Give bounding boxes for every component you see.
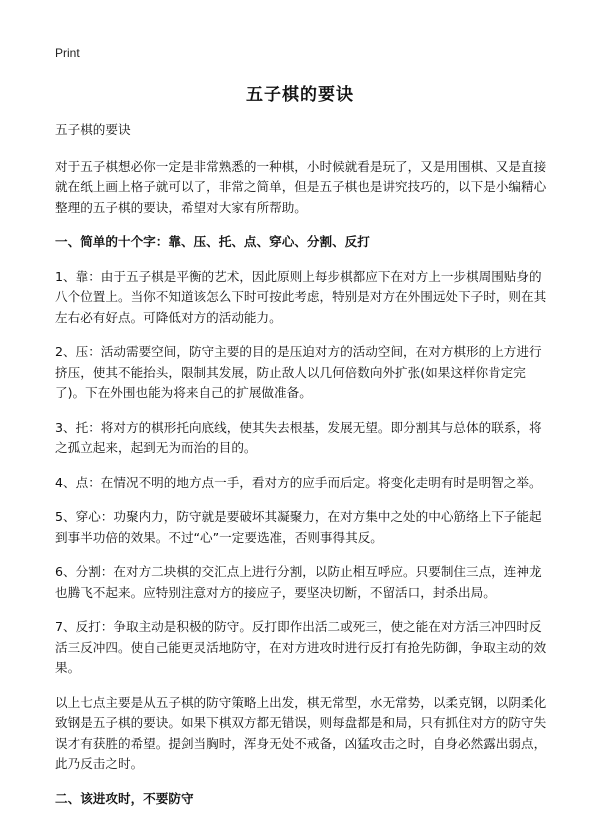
article-body: [55, 120, 549, 823]
list-item: 6、分割：在对方二块棋的交汇点上进行分割，以防止相互呼应。只要制住三点，连神龙也腾飞不起来。应特别注意对方的接应子，要坚决切断，不留活口，封杀出局。: [55, 564, 542, 600]
section-heading-1: 一、简单的十个字：靠、压、托、点、穿心、分割、反打: [55, 234, 370, 249]
page-title: 五子棋的要诀: [246, 85, 354, 105]
section-heading-2: 二、该进攻时，不要防守: [55, 790, 194, 806]
list-item: 5、穿心：功聚内力，防守就是要破坏其凝聚力，在对方集中之处的中心筋络上下子能起到事半功倍的效果。不过“心”一定要选准，否则事得其反。: [55, 509, 542, 545]
list-item: 4、点：在情况不明的地方点一手，看对方的应手而后定。将变化走明有时是明智之举。: [55, 474, 542, 490]
intro-paragraph: 对于五子棋想必你一定是非常熟悉的一种棋，小时候就看是玩了，又是用围棋、又是直接就在纸上画上格子就可以了，非常之简单，但是五子棋也是讲究技巧的，以下是小编精心整理的五子棋的要诀，希望对大家有所帮助。: [55, 158, 547, 215]
list-item: 7、反打：争取主动是积极的防守。反打即作出活二或死三，使之能在对方活三冲四时反活三反冲四。使自己能更灵活地防守，在对方进攻时进行反打有抢先防御，争取主动的效果。: [55, 619, 547, 675]
list-item: 2、压：活动需要空间，防守主要的目的是压迫对方的活动空间，在对方棋形的上方进行挤压，使其不能抬头，限制其发展，防止敌人以几何倍数向外扩张(如果这样你肯定完了)。下在外围也能为将来自己的扩展做准备。: [55, 344, 542, 400]
list-item: 1、靠：由于五子棋是平衡的艺术，因此原则上每步棋都应下在对方上一步棋周围贴身的八个位置上。当你不知道该怎么下时可按此考虑，特别是对方在外围远处下子时，则在其左右必有好点。可降低对方的活动能力。: [55, 268, 547, 325]
list-item: 3、托：将对方的棋形托向底线，使其失去根基，发展无望。即分割其与总体的联系，将之孤立起来，起到无为而治的目的。: [55, 419, 542, 455]
summary-paragraph: 以上七点主要是从五子棋的防守策略上出发，棋无常型，水无常势，以柔克钢，以阴柔化致钢是五子棋的要诀。如果下棋双方都无错误，则每盘都是和局，只有抓住对方的防守失误才有获胜的希望。提剑当胸时，浑身无处不戒备，凶猛攻击之时，自身必然露出弱点，此乃反击之时。: [55, 694, 547, 771]
article-subtitle: 五子棋的要诀: [55, 122, 131, 137]
print-link[interactable]: Print: [55, 46, 80, 60]
